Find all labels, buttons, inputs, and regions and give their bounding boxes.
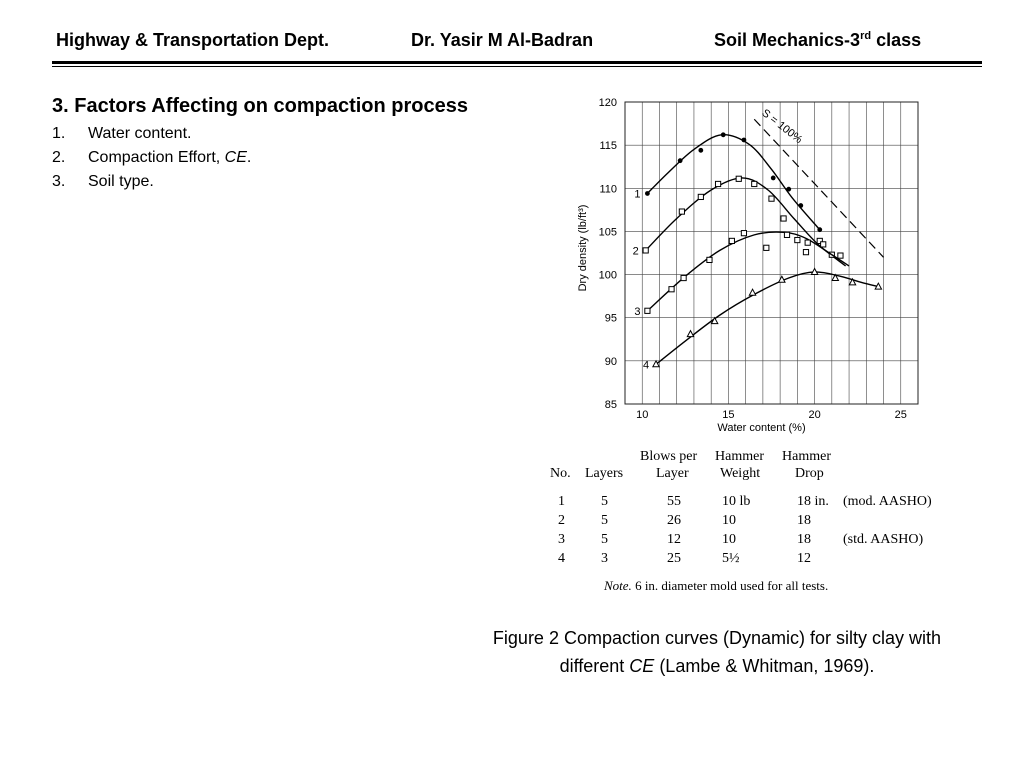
plot-frame [625, 102, 918, 404]
table-note-text: 6 in. diameter mold used for all tests. [631, 578, 829, 593]
y-tick-label: 105 [598, 226, 617, 239]
list-item-number: 3. [52, 173, 66, 190]
table-cell-weight: 10 [722, 513, 736, 528]
table-cell-drop: 12 [797, 551, 811, 566]
data-point [752, 181, 757, 186]
data-point [669, 287, 674, 292]
table-header-drop-2: Drop [795, 466, 824, 481]
data-point [838, 253, 843, 258]
series-4-curve [656, 272, 878, 364]
data-point [771, 176, 776, 181]
list-item-text-main: Compaction Effort, [88, 149, 225, 166]
table-header-no: No. [550, 466, 571, 481]
table-cell-std: (std. AASHO) [843, 532, 924, 547]
caption-line-2-post: (Lambe & Whitman, 1969). [654, 656, 875, 676]
table-cell-blows: 25 [667, 551, 681, 566]
y-tick-label: 115 [599, 140, 617, 153]
table-header-weight-1: Hammer [715, 449, 764, 464]
data-point [798, 203, 803, 208]
caption-line-2-pre: different [559, 656, 630, 676]
data-point [681, 275, 686, 280]
data-point [803, 250, 808, 255]
data-point [741, 231, 746, 236]
table-note-label: Note. [604, 578, 632, 593]
data-point [742, 138, 747, 143]
y-tick-label: 90 [604, 355, 617, 368]
data-point [736, 176, 741, 181]
data-point [679, 209, 684, 214]
data-point [698, 194, 703, 199]
figure-caption [442, 624, 992, 680]
table-cell-layers: 5 [601, 494, 608, 509]
list-item-text: Water content. [88, 125, 192, 142]
series-1-curve [647, 135, 819, 230]
data-point [643, 248, 648, 253]
data-point [698, 148, 703, 153]
series-label: 4 [643, 359, 650, 372]
data-point [781, 216, 786, 221]
table-cell-blows: 55 [667, 494, 681, 509]
table-note [603, 578, 828, 593]
table-cell-no: 3 [558, 532, 565, 547]
y-tick-label: 85 [604, 399, 617, 411]
y-tick-label: 100 [598, 269, 617, 282]
compaction-chart [577, 97, 918, 434]
y-axis-label: Dry density (lb/ft³) [577, 204, 589, 292]
header-dept: Highway & Transportation Dept. [56, 30, 330, 50]
data-point [784, 232, 789, 237]
table-cell-layers: 3 [601, 551, 608, 566]
header-course-tail: class [871, 30, 922, 50]
data-point [786, 187, 791, 192]
table-cell-no: 1 [558, 494, 565, 509]
data-point [678, 158, 683, 163]
data-point [769, 196, 774, 201]
table-cell-no: 4 [558, 551, 565, 566]
header-author: Dr. Yasir M Al-Badran [411, 30, 594, 50]
table-header-drop-1: Hammer [782, 449, 831, 464]
data-point [715, 181, 720, 186]
header-course-base: Soil Mechanics-3 [714, 30, 861, 50]
y-tick-label: 95 [604, 312, 617, 325]
data-point [764, 245, 769, 250]
table-cell-std: (mod. AASHO) [843, 494, 932, 509]
caption-line-2 [442, 652, 992, 680]
section-title: 3. Factors Affecting on compaction process [52, 95, 469, 117]
caption-line-1: Figure 2 Compaction curves (Dynamic) for silty clay with [492, 628, 942, 648]
series-label: 1 [634, 188, 641, 201]
data-point [645, 308, 650, 313]
table-header-layers: Layers [585, 466, 624, 481]
data-point [645, 191, 650, 196]
data-point [749, 289, 755, 295]
header-course-sup: rd [860, 30, 872, 42]
list-item-number: 1. [52, 125, 66, 142]
table-cell-drop: 18 [797, 532, 811, 547]
table-header-weight-2: Weight [720, 466, 761, 481]
series-label: 2 [632, 245, 639, 258]
caption-emphasis: CE [629, 656, 655, 676]
data-point [729, 238, 734, 243]
list-item-emphasis: CE [224, 149, 247, 166]
x-axis-label: Water content (%) [717, 422, 806, 434]
table-cell-weight: 10 [722, 532, 736, 547]
data-point [805, 240, 810, 245]
list-item-text: Soil type. [88, 173, 154, 190]
x-tick-label: 25 [894, 409, 907, 421]
table-cell-blows: 12 [667, 532, 681, 547]
table-cell-layers: 5 [601, 532, 608, 547]
data-point [795, 237, 800, 242]
zav-label: S = 100% [759, 106, 805, 147]
data-point [721, 132, 726, 137]
series-label: 3 [634, 305, 641, 318]
table-cell-weight: 5½ [722, 551, 740, 566]
x-tick-label: 15 [722, 409, 735, 421]
list-item-tail: . [246, 149, 252, 166]
table-rows [558, 494, 932, 566]
data-point [687, 331, 693, 337]
x-tick-label: 20 [808, 409, 821, 421]
table-cell-no: 2 [558, 513, 565, 528]
table-cell-blows: 26 [667, 513, 681, 528]
x-tick-label: 10 [636, 409, 649, 421]
table-header-blows-2: Layer [656, 466, 689, 481]
data-point [821, 242, 826, 247]
y-tick-label: 110 [599, 183, 617, 196]
table-header-blows-1: Blows per [640, 449, 698, 464]
table-cell-layers: 5 [601, 513, 608, 528]
list-item-number: 2. [52, 149, 66, 166]
effort-table [550, 449, 932, 593]
table-cell-drop: 18 [797, 513, 811, 528]
table-cell-drop: 18 in. [797, 494, 829, 509]
data-point [707, 257, 712, 262]
table-cell-weight: 10 lb [722, 494, 751, 509]
data-point [817, 227, 822, 232]
y-tick-label: 120 [598, 97, 617, 109]
